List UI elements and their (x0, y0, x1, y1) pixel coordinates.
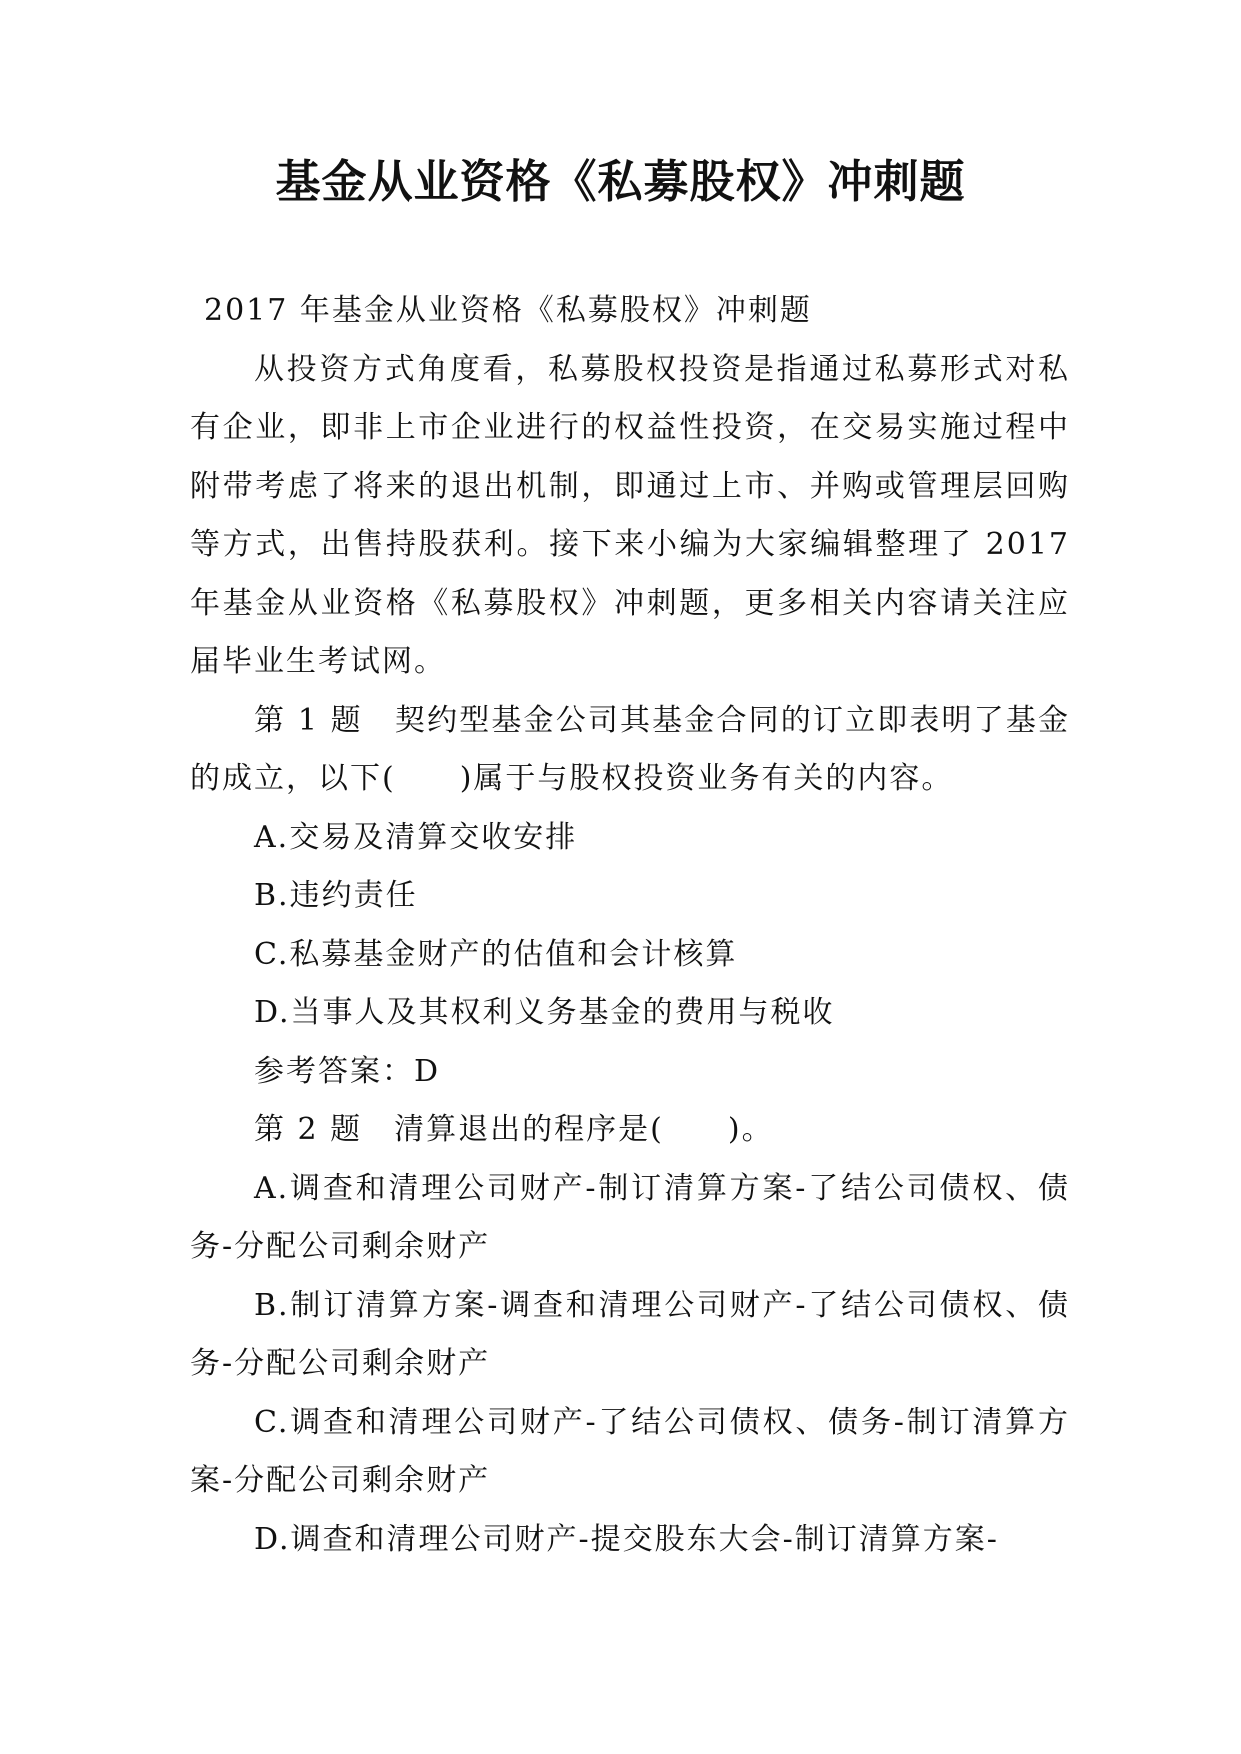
question-1: 第 1 题 契约型基金公司其基金合同的订立即表明了基金的成立，以下( )属于与股权投资业务有关的内容。 (190, 702, 1070, 796)
question-2-option-d: D.调查和清理公司财产-提交股东大会-制订清算方案- (254, 1521, 999, 1557)
question-1-answer: 参考答案：D (254, 1053, 441, 1089)
question-1-option-b: B.违约责任 (254, 878, 418, 913)
question-1-option-c: C.私募基金财产的估值和会计核算 (254, 936, 738, 972)
document-title: 基金从业资格《私募股权》冲刺题 (275, 155, 966, 208)
question-2-option-b: B.制订清算方案-调查和清理公司财产-了结公司债权、债务-分配公司剩余财产 (190, 1287, 1070, 1381)
question-1-option-a: A.交易及清算交收安排 (254, 819, 578, 855)
question-2: 第 2 题 清算退出的程序是( )。 (254, 1112, 774, 1147)
question-2-option-a: A.调查和清理公司财产-制订清算方案-了结公司债权、债务-分配公司剩余财产 (190, 1170, 1070, 1264)
question-1-option-d: D.当事人及其权利义务基金的费用与税收 (254, 995, 835, 1030)
document-body (190, 282, 1070, 1569)
question-2-option-c: C.调查和清理公司财产-了结公司债权、债务-制订清算方案-分配公司剩余财产 (190, 1404, 1070, 1498)
intro-paragraph: 从投资方式角度看，私募股权投资是指通过私募形式对私有企业，即非上市企业进行的权益性投资，在交易实施过程中附带考虑了将来的退出机制，即通过上市、并购或管理层回购等方式，出售持股获利。接下来小编为大家编辑整理了 2017 年基金从业资格《私募股权》冲刺题，更多相关内容请关注应届毕业生考试网。 (190, 351, 1070, 679)
subtitle-paragraph: 2017 年基金从业资格《私募股权》冲刺题 (204, 293, 812, 328)
